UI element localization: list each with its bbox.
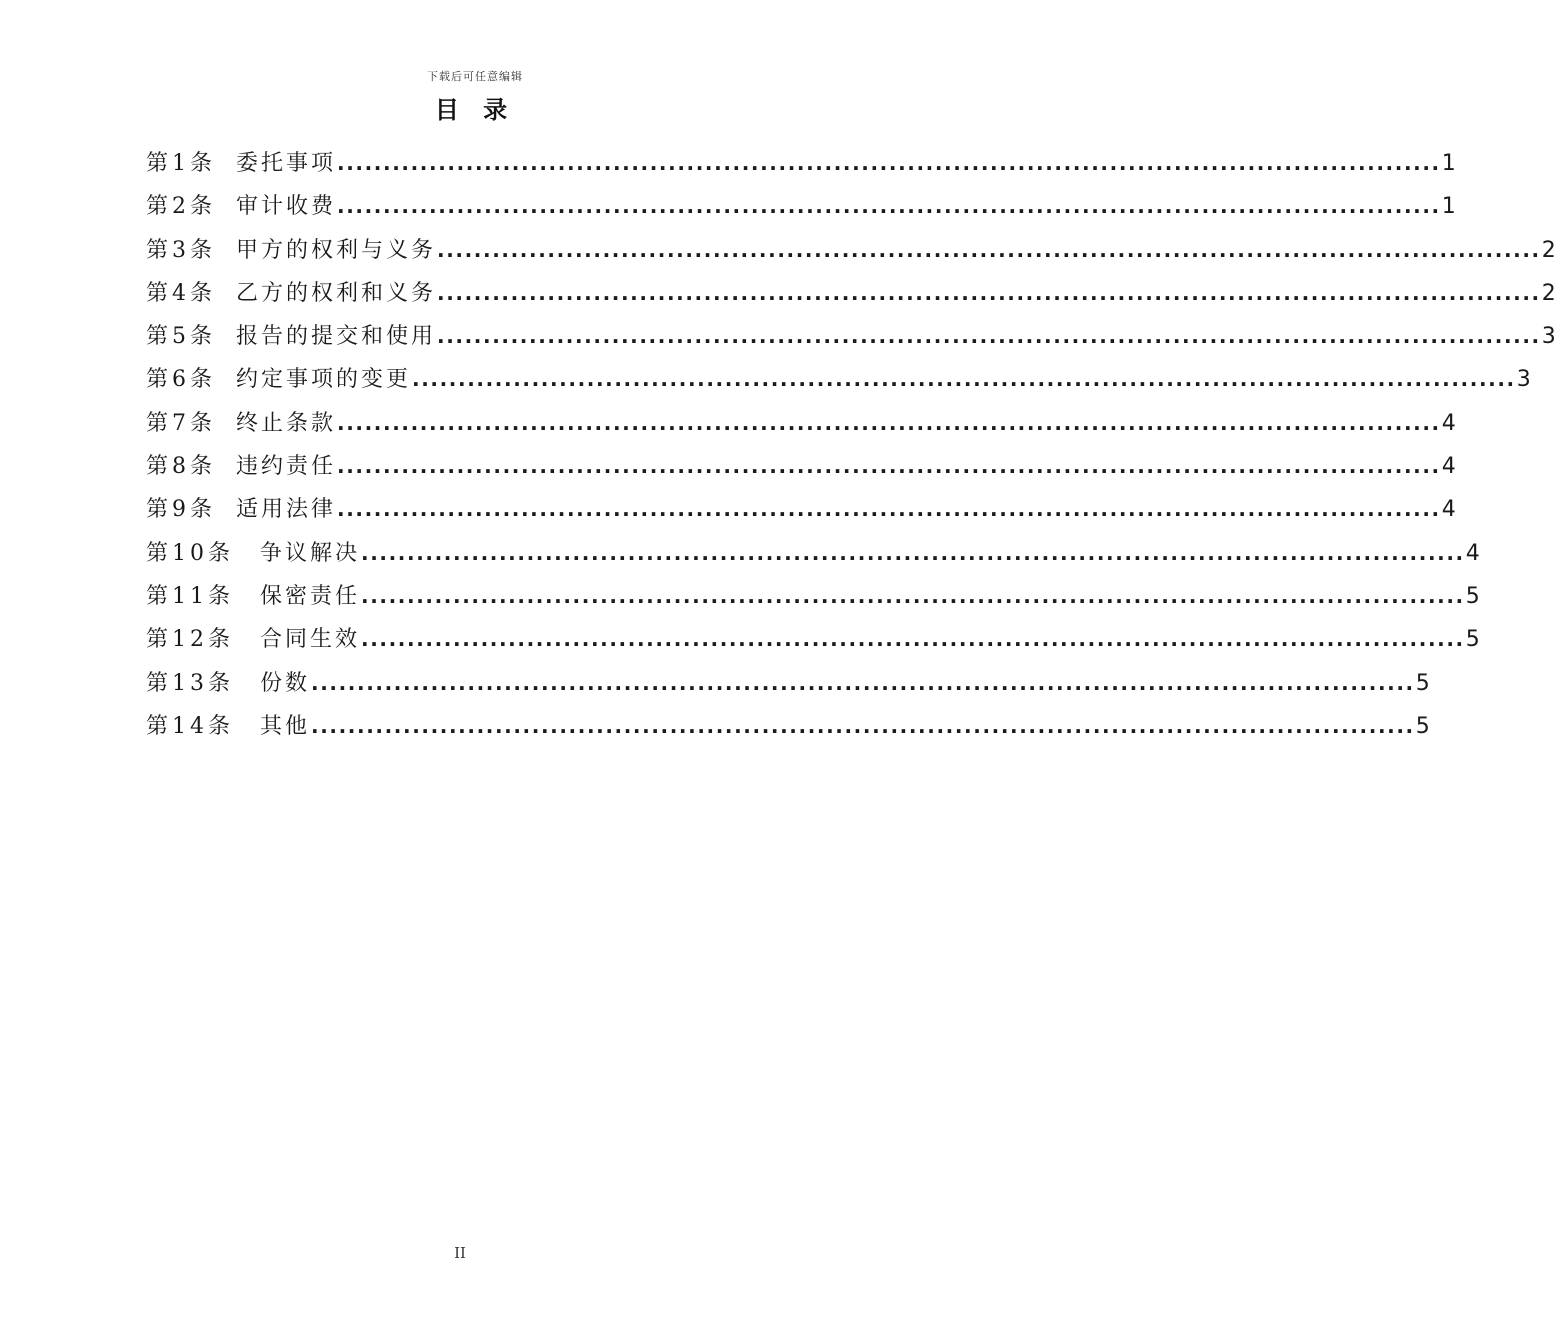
toc-entry-number: 第5条 — [146, 324, 216, 350]
toc-entry-title: 保密责任 — [260, 583, 361, 609]
toc-entry-page: 4 — [1441, 497, 1456, 523]
toc-entry-title: 其他 — [260, 713, 311, 739]
toc-entry-number: 第6条 — [146, 367, 216, 393]
toc-dot-leader: ........................................................................................................................ — [361, 540, 1465, 565]
toc-entry-title: 委托事项 — [236, 151, 337, 176]
toc-title: 目 录 — [434, 95, 516, 124]
toc-entry-title: 争议解决 — [260, 540, 361, 566]
toc-entry-title: 审计收费 — [236, 194, 337, 220]
toc-entry-number: 第4条 — [146, 280, 216, 306]
toc-entry-page: 5 — [1465, 627, 1480, 653]
toc-entry-7[interactable] — [146, 402, 1456, 445]
toc-entry-page: 4 — [1465, 540, 1480, 566]
toc-entry-4[interactable] — [146, 272, 1556, 315]
toc-entry-number: 第9条 — [146, 497, 216, 523]
toc-entry-number: 第1条 — [146, 151, 216, 176]
toc-entry-title: 适用法律 — [236, 497, 337, 523]
toc-entry-title: 合同生效 — [260, 627, 361, 653]
toc-entry-page: 5 — [1465, 583, 1480, 609]
toc-entry-number: 第12条 — [146, 627, 234, 653]
page-number: II — [454, 1244, 466, 1262]
toc-entry-12[interactable] — [146, 618, 1480, 661]
toc-entry-page: 4 — [1441, 410, 1456, 436]
toc-dot-leader: ........................................................................................................................ — [337, 151, 1441, 175]
toc-entry-6[interactable] — [146, 358, 1531, 401]
toc-entry-3[interactable] — [146, 229, 1556, 272]
toc-entry-9[interactable] — [146, 488, 1456, 531]
toc-dot-leader: ........................................................................................................................ — [361, 627, 1465, 652]
toc-dot-leader: ........................................................................................................................ — [337, 410, 1441, 435]
toc-dot-leader: ........................................................................................................................ — [337, 497, 1441, 522]
toc-entry-number: 第11条 — [146, 583, 234, 609]
toc-dot-leader: ........................................................................................................................ — [361, 583, 1465, 608]
toc-entry-title: 乙方的权利和义务 — [236, 280, 437, 306]
toc-entry-title: 报告的提交和使用 — [236, 324, 437, 350]
toc-entry-page: 5 — [1415, 713, 1430, 739]
toc-dot-leader: ........................................................................................................................ — [337, 454, 1441, 479]
toc-entry-number: 第3条 — [146, 237, 216, 263]
toc-entry-page: 5 — [1415, 670, 1430, 696]
toc-entry-10[interactable] — [146, 532, 1480, 575]
toc-entry-2[interactable] — [146, 185, 1456, 228]
toc-entry-1[interactable] — [146, 142, 1456, 185]
toc-entry-page: 4 — [1441, 454, 1456, 480]
toc-entry-number: 第8条 — [146, 454, 216, 480]
toc-entry-title: 违约责任 — [236, 454, 337, 480]
toc-entry-14[interactable] — [146, 705, 1430, 748]
toc-dot-leader: ........................................................................................................................ — [337, 194, 1441, 219]
toc-entry-13[interactable] — [146, 662, 1430, 705]
toc-entry-page: 1 — [1441, 151, 1456, 176]
toc-entry-title: 份数 — [260, 670, 311, 696]
toc-entry-11[interactable] — [146, 575, 1480, 618]
toc-entry-8[interactable] — [146, 445, 1456, 488]
toc-entry-title: 甲方的权利与义务 — [236, 237, 437, 263]
toc-entry-page: 3 — [1541, 324, 1556, 350]
toc-entry-page: 2 — [1541, 280, 1556, 306]
toc-dot-leader: ........................................................................................................................ — [412, 367, 1516, 392]
toc-entry-number: 第10条 — [146, 540, 234, 566]
toc-entry-number: 第2条 — [146, 194, 216, 220]
toc-entry-page: 2 — [1541, 237, 1556, 263]
toc-dot-leader: ........................................................................................................................ — [437, 324, 1541, 349]
toc-dot-leader: ........................................................................................................................ — [437, 280, 1541, 305]
toc-entry-number: 第7条 — [146, 410, 216, 436]
toc-entry-title: 终止条款 — [236, 410, 337, 436]
toc-dot-leader: ........................................................................................................................ — [311, 713, 1415, 738]
header-note: 下载后可任意编辑 — [427, 70, 523, 83]
toc-dot-leader: ........................................................................................................................ — [311, 670, 1415, 695]
toc-entry-page: 1 — [1441, 194, 1456, 220]
toc-list — [146, 142, 1556, 748]
toc-entry-title: 约定事项的变更 — [236, 367, 412, 393]
toc-entry-page: 3 — [1516, 367, 1531, 393]
toc-entry-5[interactable] — [146, 315, 1556, 358]
toc-entry-number: 第13条 — [146, 670, 234, 696]
toc-entry-number: 第14条 — [146, 713, 234, 739]
toc-dot-leader: ........................................................................................................................ — [437, 237, 1541, 262]
